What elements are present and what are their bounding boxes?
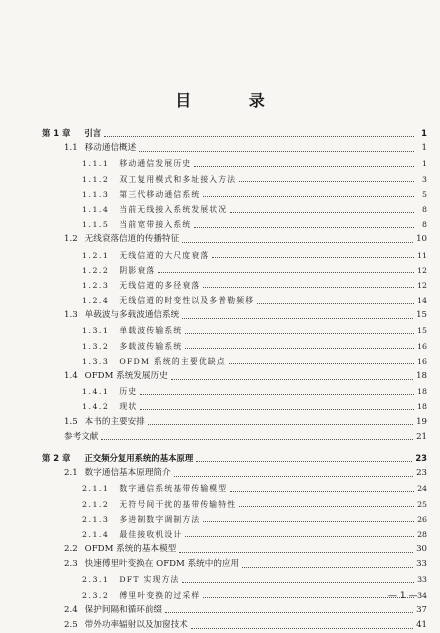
toc-entry-page: 12 <box>417 280 427 290</box>
toc-entry-title: 傅里叶变换的过采样 <box>119 590 201 600</box>
dot-leader <box>230 490 414 492</box>
toc-entry[interactable] <box>42 323 427 338</box>
toc-entry-page: 3 <box>422 174 427 184</box>
toc-entry[interactable] <box>42 263 427 278</box>
dot-leader <box>171 378 413 380</box>
toc-entry[interactable] <box>42 399 427 414</box>
toc-entry-page: 1 <box>421 143 427 154</box>
toc-entry-page: 28 <box>417 529 427 539</box>
toc-entry[interactable] <box>42 542 427 557</box>
dot-leader <box>139 150 414 152</box>
toc-entry[interactable] <box>42 415 427 430</box>
dot-leader <box>158 271 414 273</box>
toc-entry-title: 带外功率辐射以及加窗技术 <box>84 620 188 630</box>
toc-entry-title: 现状 <box>119 402 138 412</box>
toc-entry-page: 19 <box>416 416 427 427</box>
toc-entry-page: 12 <box>417 265 427 275</box>
toc-entry[interactable] <box>42 308 427 323</box>
toc-entry-number: 1.1.4 <box>82 204 110 214</box>
dot-leader <box>182 317 413 319</box>
toc-entry-title: OFDM 系统的基本模型 <box>84 544 177 555</box>
toc-entry-title: 数字通信基本原理简介 <box>84 468 171 479</box>
toc-entry[interactable] <box>42 172 427 187</box>
toc-entry-page: 5 <box>422 189 427 199</box>
toc-entry-number: 1.2.1 <box>82 250 110 260</box>
toc-entry-number: 1.1.2 <box>82 174 110 184</box>
toc-entry-number: 2.3.2 <box>82 590 110 600</box>
toc-entry-number: 2.3.1 <box>82 575 110 585</box>
toc-entry-page: 34 <box>417 590 427 600</box>
toc-entry-page: 18 <box>417 387 427 397</box>
toc-entry[interactable] <box>42 278 427 293</box>
toc-entry[interactable] <box>42 430 427 445</box>
toc-entry-page: 24 <box>417 484 427 494</box>
toc-entry-number: 1.2.3 <box>82 280 110 290</box>
toc-entry-number: 2.1.3 <box>82 514 110 524</box>
toc-entry-number: 1.1.1 <box>82 159 110 169</box>
dot-leader <box>203 195 414 197</box>
toc-entry-number: 2.3 <box>64 559 78 570</box>
toc-entry-title: 正交频分复用系统的基本原理 <box>84 452 194 463</box>
toc-entry-title: 单载波与多载波通信系统 <box>84 310 180 321</box>
toc-entry-page: 8 <box>422 204 427 214</box>
toc-entry-page: 16 <box>417 356 427 366</box>
toc-entry-title: 第三代移动通信系统 <box>119 189 201 199</box>
toc-entry-number: 1.2 <box>64 234 78 245</box>
toc-entry-page: 41 <box>416 620 427 630</box>
toc-entry-page: 1 <box>422 159 427 169</box>
toc-entry-title: 无线信道的多径衰落 <box>119 280 201 290</box>
page-number: — 1 — <box>388 591 418 601</box>
dot-leader <box>242 566 413 568</box>
toc-entry-page: 1 <box>421 128 427 138</box>
page-title: 目 录 <box>175 91 291 110</box>
toc-entry[interactable] <box>42 187 427 202</box>
dot-leader <box>140 408 414 410</box>
toc-entry-title: 本书的主要安排 <box>84 416 145 427</box>
toc-entry-page: 15 <box>416 310 427 321</box>
dot-leader <box>179 551 413 553</box>
toc-entry-title: 双工复用模式和多址接入方法 <box>119 174 237 184</box>
toc-entry-number: 1.1.5 <box>82 220 110 230</box>
toc-entry-page: 33 <box>417 575 427 585</box>
dot-leader <box>230 211 414 213</box>
toc-entry-number: 1.3.1 <box>82 326 110 336</box>
toc-entry-title: 快速傅里叶变换在 OFDM 系统中的应用 <box>84 559 240 570</box>
toc-entry-page: 21 <box>416 431 427 442</box>
toc-entry[interactable] <box>42 126 427 141</box>
toc-entry-title: 单载波传输系统 <box>119 326 183 336</box>
toc-entry[interactable] <box>42 232 427 247</box>
toc-entry-page: 14 <box>417 296 427 306</box>
dot-leader <box>194 165 414 167</box>
toc-entry-title: 无符号间干扰的基带传输特性 <box>119 499 237 509</box>
dot-leader <box>212 256 414 258</box>
dot-leader <box>203 596 414 598</box>
toc-entry-number: 第 1 章 <box>42 128 71 138</box>
dot-leader <box>257 302 414 304</box>
toc-entry-title: 保护间隔和循环前缀 <box>84 604 163 615</box>
dot-leader <box>203 520 414 522</box>
dot-leader <box>185 535 414 537</box>
toc-entry-page: 8 <box>422 220 427 230</box>
toc-entry-number: 第 2 章 <box>42 452 71 463</box>
toc-entry-page: 23 <box>416 468 427 479</box>
toc-entry-title: OFDM 系统的主要优缺点 <box>119 356 226 366</box>
toc-entry-title: 无线信道的大尺度衰落 <box>119 250 210 260</box>
toc-entry[interactable] <box>42 217 427 232</box>
toc-entry-title: 多载波传输系统 <box>119 341 183 351</box>
toc-entry-number: 1.4.2 <box>82 402 110 412</box>
toc-entry-title: OFDM 系统发展历史 <box>84 371 168 381</box>
toc-entry[interactable] <box>42 354 427 369</box>
toc-entry-number: 1.4.1 <box>82 387 110 397</box>
toc-entry-page: 10 <box>416 234 427 245</box>
toc-entry-number: 1.3.2 <box>82 341 110 351</box>
dot-leader <box>174 475 413 477</box>
toc-entry-number: 1.1.3 <box>82 189 110 199</box>
toc-entry-title: 移动通信概述 <box>84 143 137 154</box>
toc-entry[interactable] <box>42 141 427 156</box>
toc-entry-title: 无线衰落信道的传播特征 <box>84 234 180 245</box>
toc-entry-title: 移动通信发展历史 <box>119 159 192 169</box>
table-of-contents <box>42 126 427 633</box>
toc-entry[interactable] <box>42 369 427 384</box>
toc-entry-title: 参考文献 <box>64 431 99 442</box>
toc-entry-page: 11 <box>417 250 427 260</box>
dot-leader <box>101 438 413 440</box>
toc-entry-title: 当前无线接入系统发展状况 <box>119 204 228 214</box>
dot-leader <box>185 347 414 349</box>
dot-leader <box>229 362 414 364</box>
toc-entry[interactable] <box>42 451 427 466</box>
toc-entry-number: 2.1 <box>64 468 78 479</box>
toc-entry-title: 阴影衰落 <box>119 265 156 275</box>
dot-leader <box>185 332 414 334</box>
toc-entry-title: 无线信道的时变性以及多普勒频移 <box>119 296 255 306</box>
dot-leader <box>203 286 414 288</box>
toc-entry-title: 当前宽带接入系统 <box>119 220 192 230</box>
toc-entry-page: 26 <box>417 514 427 524</box>
toc-entry-number: 1.5 <box>64 416 78 427</box>
dot-leader <box>182 241 413 243</box>
toc-entry[interactable] <box>42 618 427 633</box>
dot-leader <box>148 423 413 425</box>
toc-entry-number: 2.1.1 <box>82 484 110 494</box>
toc-entry-page: 18 <box>416 371 427 381</box>
dot-leader <box>182 581 414 583</box>
toc-entry-number: 2.4 <box>64 604 78 615</box>
toc-entry[interactable] <box>42 512 427 527</box>
toc-entry-title: 多进制数字调制方法 <box>119 514 201 524</box>
toc-entry-page: 33 <box>416 559 427 570</box>
dot-leader <box>196 460 412 462</box>
toc-entry[interactable] <box>42 481 427 496</box>
toc-entry[interactable] <box>42 527 427 542</box>
toc-entry-title: 历史 <box>119 387 138 397</box>
toc-entry[interactable] <box>42 384 427 399</box>
toc-entry[interactable] <box>42 588 427 603</box>
toc-entry[interactable] <box>42 156 427 171</box>
toc-entry[interactable] <box>42 202 427 217</box>
toc-entry-number: 2.2 <box>64 544 78 555</box>
toc-entry-page: 18 <box>417 402 427 412</box>
dot-leader <box>140 393 414 395</box>
toc-entry[interactable] <box>42 293 427 308</box>
toc-entry[interactable] <box>42 497 427 512</box>
toc-entry[interactable] <box>42 339 427 354</box>
toc-entry-number: 1.3 <box>64 310 78 321</box>
toc-entry[interactable] <box>42 557 427 572</box>
toc-entry-page: 16 <box>417 341 427 351</box>
toc-entry-title: 引言 <box>84 128 102 138</box>
toc-entry-number: 1.2.2 <box>82 265 110 275</box>
dot-leader <box>194 226 414 228</box>
toc-entry[interactable] <box>42 248 427 263</box>
toc-entry-number: 2.1.2 <box>82 499 110 509</box>
toc-entry-page: 25 <box>417 499 427 509</box>
toc-entry[interactable] <box>42 603 427 618</box>
dot-leader <box>191 627 413 629</box>
toc-entry[interactable] <box>42 572 427 587</box>
toc-entry-number: 1.4 <box>64 371 78 381</box>
toc-entry-number: 1.1 <box>64 143 78 154</box>
toc-entry-page: 23 <box>415 452 427 463</box>
toc-entry-title: DFT 实现方法 <box>119 575 180 585</box>
dot-leader <box>239 505 414 507</box>
toc-entry-title: 数字通信系统基带传输模型 <box>119 484 228 494</box>
dot-leader <box>239 180 414 182</box>
toc-entry-page: 15 <box>417 326 427 336</box>
toc-entry-page: 37 <box>416 604 427 615</box>
dot-leader <box>104 135 414 137</box>
toc-entry[interactable] <box>42 466 427 481</box>
dot-leader <box>165 611 413 613</box>
toc-entry-title: 最佳接收机设计 <box>119 529 183 539</box>
toc-entry-number: 1.2.4 <box>82 296 110 306</box>
toc-entry-page: 30 <box>416 544 427 555</box>
toc-entry-number: 1.3.3 <box>82 356 110 366</box>
toc-entry-number: 2.5 <box>64 620 78 630</box>
toc-entry-number: 2.1.4 <box>82 529 110 539</box>
